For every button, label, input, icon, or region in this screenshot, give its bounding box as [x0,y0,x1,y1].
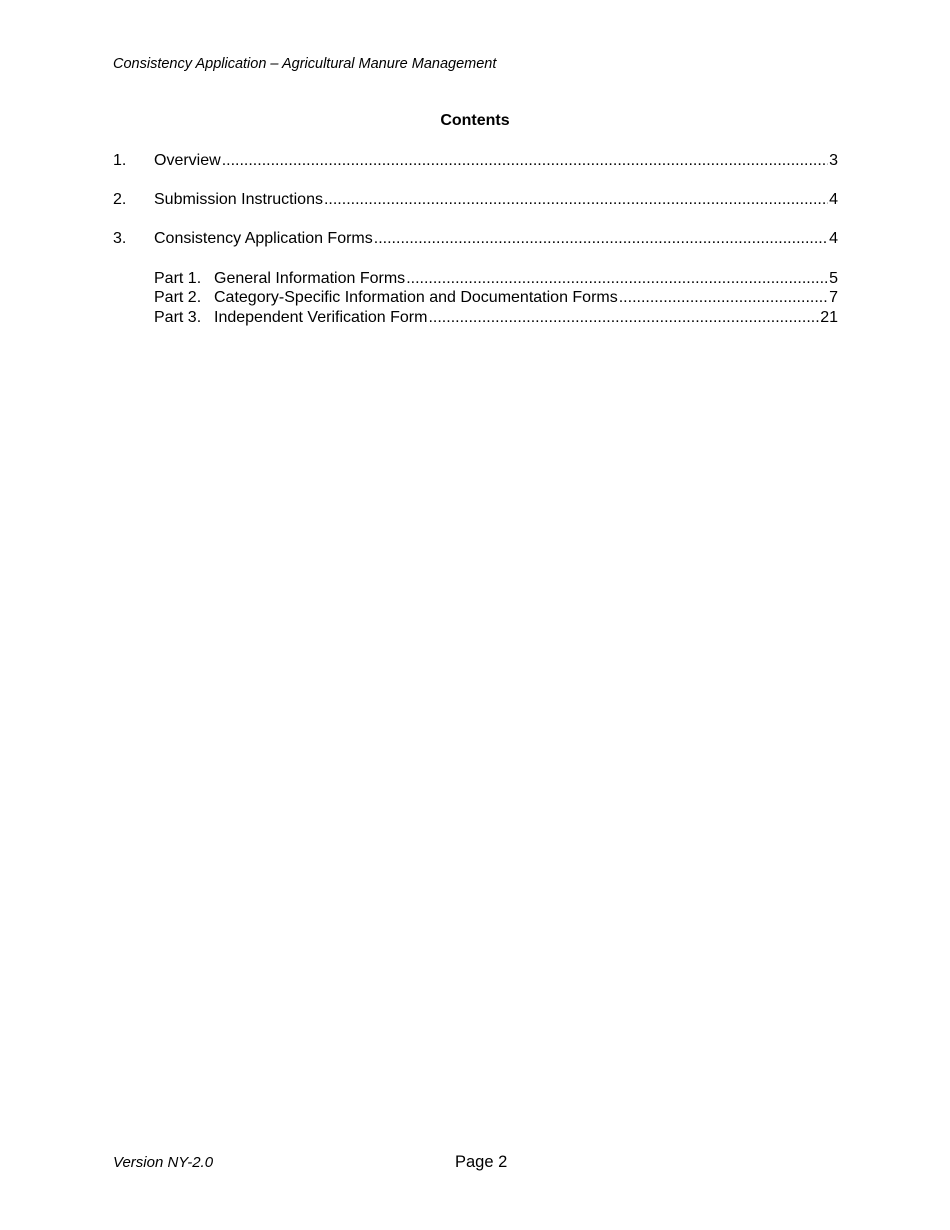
toc-part-number: Part 2. [154,289,202,306]
toc-entry-number: 2. [113,191,127,208]
toc-subentry-part-2[interactable] [113,288,838,308]
toc-entry-number: 1. [113,152,127,169]
toc-dot-leader [428,308,819,328]
running-header: Consistency Application – Agricultural Manure Management [113,56,497,72]
toc-entry-title: Submission Instructions [154,191,323,208]
toc-entry-title: Overview [154,152,221,169]
toc-part-number: Part 1. [154,270,202,287]
toc-entry-consistency-application-forms[interactable] [113,229,838,249]
toc-subentry-page: 21 [820,309,838,326]
toc-subentry-part-3[interactable] [113,308,838,328]
toc-subentry-page: 5 [829,270,838,287]
toc-entry-number: 3. [113,230,127,247]
toc-entry-page: 4 [829,230,838,247]
toc-dot-leader [406,269,828,289]
toc-part-number: Part 3. [154,309,202,326]
toc-dot-leader [222,151,828,171]
toc-subentry-title: Category-Specific Information and Documentation Forms [214,289,618,306]
toc-subentry-title: Independent Verification Form [214,309,428,326]
toc-entry-submission-instructions[interactable] [113,190,838,210]
toc-dot-leader [374,229,828,249]
footer-page-number: Page 2 [455,1153,508,1171]
footer-version: Version NY-2.0 [113,1154,214,1171]
contents-heading: Contents [440,112,510,129]
toc-entry-overview[interactable] [113,151,838,171]
toc-entry-page: 4 [829,191,838,208]
toc-entry-page: 3 [829,152,838,169]
toc-subentry-title: General Information Forms [214,270,406,287]
toc-subentry-page: 7 [829,289,838,306]
toc-dot-leader [619,288,828,308]
toc-dot-leader [324,190,828,210]
toc-entry-title: Consistency Application Forms [154,230,373,247]
toc-subentry-part-1[interactable] [113,269,838,289]
